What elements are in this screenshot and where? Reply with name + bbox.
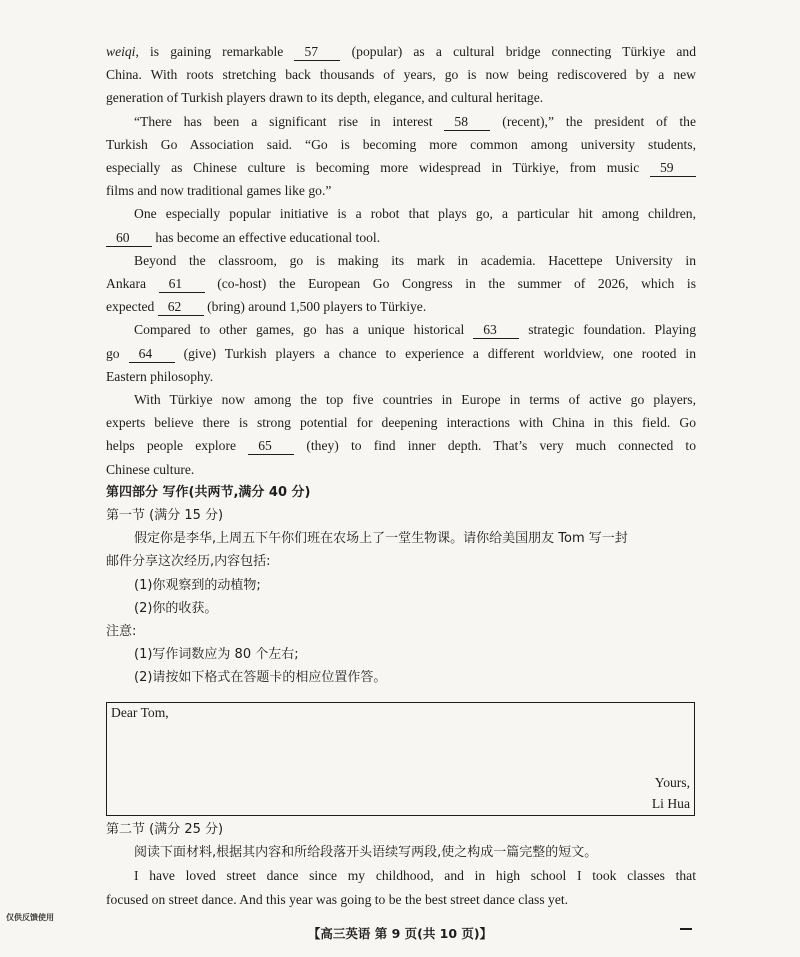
passage-line: especially as Chinese culture is becoming more widespread in Türkiye, from music 59 — [106, 156, 696, 179]
blank-64[interactable]: 64 — [129, 346, 175, 363]
passage-line: go 64 (give) Turkish players a chance to experience a different worldview, one rooted in — [106, 345, 696, 361]
task-line: 邮件分享这次经历,内容包括: — [106, 554, 271, 570]
blank-58[interactable]: 58 — [444, 114, 490, 131]
blank-65[interactable]: 65 — [248, 438, 294, 455]
task-item: (1)你观察到的动植物; — [134, 577, 261, 593]
reading-passage — [106, 40, 696, 690]
page-footer: 【高三英语 第 9 页(共 10 页)】 — [307, 926, 493, 941]
passage-line: Beyond the classroom, go is making its mark in academia. Hacettepe University in — [134, 252, 696, 268]
section2-title: 第二节 (满分 25 分) — [106, 822, 224, 837]
passage-line: Ankara 61 (co-host) the European Go Congress in the summer of 2026, which is — [106, 276, 696, 292]
letter-format-box — [106, 702, 695, 816]
task-item: (2)你的收获。 — [134, 600, 218, 616]
blank-59[interactable]: 59 — [650, 160, 696, 177]
blank-57[interactable]: 57 — [294, 44, 340, 61]
passage-line: generation of Turkish players drawn to its depth, elegance, and cultural heritage. — [106, 90, 544, 106]
note-item: (1)写作词数应为 80 个左右; — [134, 647, 299, 663]
signature: Li Hua — [651, 796, 690, 811]
note-item: (2)请按如下格式在答题卡的相应位置作答。 — [134, 670, 387, 686]
closing: Yours, — [654, 775, 690, 790]
section1-title: 第一节 (满分 15 分) — [106, 508, 224, 524]
passage-line: Turkish Go Association said. “Go is becoming more common among university students, — [106, 136, 696, 152]
passage-line: 60 has become an effective educational tool. — [106, 226, 696, 249]
story-line: focused on street dance. And this year was going to be the best street dance class yet. — [106, 891, 569, 907]
section2 — [106, 818, 696, 911]
blank-63[interactable]: 63 — [473, 322, 519, 339]
passage-line: With Türkiye now among the top five countries in Europe in terms of active go players, — [134, 392, 696, 408]
blank-62[interactable]: 62 — [158, 299, 204, 316]
passage-line: helps people explore 65 (they) to find inner depth. That’s very much connected to — [106, 438, 696, 454]
blank-61[interactable]: 61 — [159, 276, 205, 293]
passage-line: films and now traditional games like go.” — [106, 183, 332, 199]
passage-line: weiqi, is gaining remarkable 57 (popular) as a cultural bridge connecting Türkiye and — [106, 44, 697, 59]
part-title: 第四部分 写作(共两节,满分 40 分) — [106, 484, 311, 500]
task-line: 假定你是李华,上周五下午你们班在农场上了一堂生物课。请你给美国朋友 Tom 写一封 — [134, 531, 628, 547]
corner-mark — [680, 928, 692, 930]
passage-line: expected 62 (bring) around 1,500 players to Türkiye. — [106, 299, 427, 315]
side-note: 仅供反馈使用 — [6, 913, 54, 922]
story-line: I have loved street dance since my childhood, and in high school I took classes that — [134, 868, 696, 884]
note-title: 注意: — [106, 624, 137, 640]
passage-line: “There has been a significant rise in interest 58 (recent),” the president of the — [134, 113, 696, 129]
passage-line: One especially popular initiative is a robot that plays go, a particular hit among children, — [134, 206, 696, 222]
blank-60[interactable]: 60 — [106, 230, 152, 247]
passage-line: Chinese culture. — [106, 461, 195, 477]
task-line: 阅读下面材料,根据其内容和所给段落开头语续写两段,使之构成一篇完整的短文。 — [134, 845, 598, 861]
passage-line: experts believe there is strong potential for deepening interactions with China in this field. Go — [106, 415, 696, 431]
passage-line: Eastern philosophy. — [106, 368, 214, 384]
salutation: Dear Tom, — [111, 705, 169, 720]
passage-line: Compared to other games, go has a unique historical 63 strategic foundation. Playing — [134, 322, 696, 338]
passage-line: China. With roots stretching back thousands of years, go is now being rediscovered by a new — [106, 67, 696, 83]
